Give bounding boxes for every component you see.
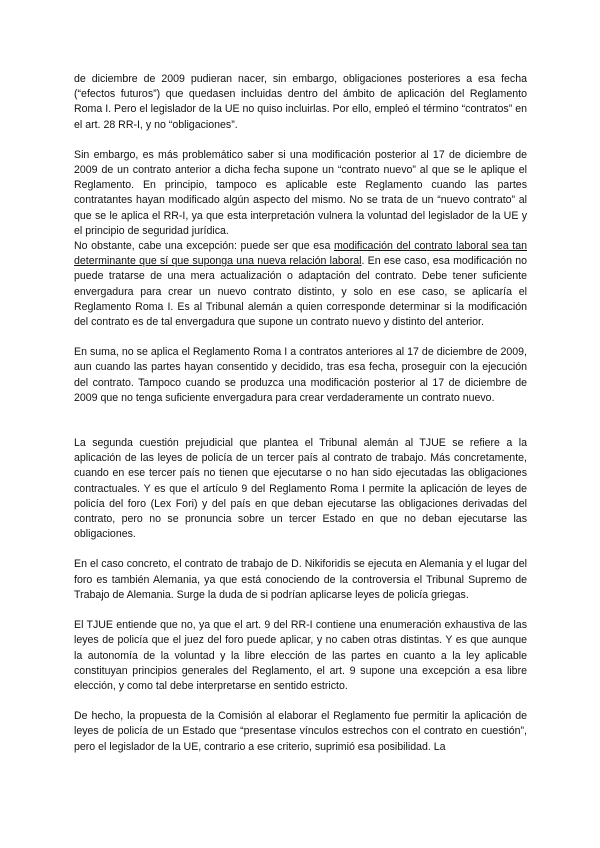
bold-phrase: aplicación de las leyes de policía de un tercer país al contrato de trabajo bbox=[74, 452, 424, 465]
paragraph-5 bbox=[74, 436, 527, 542]
paragraph-3-rest: . En ese caso, esa modificación no puede tratarse de una mera actualización o adaptación del contrato. Debe tener suficiente envergadura para crear un nuevo contrato distinto, y solo en ese caso, se aplicaría el Reglamento Roma I. Es al Tribunal alemán a quien corresponde determinar si la modificación del contrato es de tal envergadura que supone un contrato nuevo y distinto del anterior. bbox=[74, 255, 527, 329]
paragraph-3 bbox=[74, 239, 527, 330]
underlined-phrase: modificación del contrato laboral sea tan determinante que sí que suponga una nueva relación laboral bbox=[74, 240, 527, 268]
paragraph-4: En suma, no se aplica el Reglamento Roma I a contratos anteriores al 17 de diciembre de 2009, aun cuando las partes hayan consentido y decidido, tras esa fecha, proseguir con la ejecución del contrato. Tampoco cuando se produzca una modificación posterior al 17 de diciembre de 2009 que no tenga suficiente envergadura para crear verdaderamente un contrato nuevo. bbox=[74, 346, 527, 404]
paragraph-5-lead: La segunda cuestión prejudicial que plantea el Tribunal alemán al TJUE se refiere a la bbox=[74, 437, 527, 450]
paragraph-2: Sin embargo, es más problemático saber si una modificación posterior al 17 de diciembre de 2009 de un contrato anterior a dicha fecha supone un “contrato nuevo” al que se le aplique el Reglamento. En principio, tampoco es aplicable este Reglamento cuando las partes contratantes hayan modificado algún aspecto del mismo. No se trata de un “nuevo contrato” al que se le aplica el RR-I, ya que esta interpretación vulnera la voluntad del legislador de la UE y el principio de seguridad jurídica. bbox=[74, 148, 527, 237]
paragraph-5-rest: . Más concretamente, cuando en ese tercer país no tienen que ejecutarse o no han sido ejecutadas las obligaciones contractuales. Y es que el artículo 9 del Reglamento Roma I permite la aplicación de leyes de policía del foro (Lex Fori) y del país en que deban ejecutarse las obligaciones derivadas del contrato, pero no se pronuncia sobre un tercer Estado en que no deban ejecutarse las obligaciones. bbox=[74, 452, 527, 541]
paragraph-1: de diciembre de 2009 pudieran nacer, sin embargo, obligaciones posteriores a esa fecha (“efectos futuros”) que quedasen incluidas dentro del ámbito de aplicación del Reglamento Roma I. Pero el legislador de la UE no quiso incluirlas. Por ello, empleó el término “contratos” en el art. 28 RR-I, y no “obligaciones”. bbox=[74, 73, 527, 131]
paragraph-7: El TJUE entiende que no, ya que el art. 9 del RR-I contiene una enumeración exhaustiva de las leyes de policía que el juez del foro puede aplicar, y no caben otras distintas. Y es que aunque la autonomía de la voluntad y la libre elección de las partes en cuanto a la ley aplicable constituyan principios generales del Reglamento, el art. 9 supone una excepción a esa libre elección, y como tal debe interpretarse en sentido estricto. bbox=[74, 619, 527, 692]
paragraph-8: De hecho, la propuesta de la Comisión al elaborar el Reglamento fue permitir la aplicación de leyes de policía de un Estado que “presentase vínculos estrechos con el contrato en cuestión”, pero el legislador de la UE, contrario a ese criterio, suprimió esa posibilidad. La bbox=[74, 710, 527, 753]
paragraph-3-lead: No obstante, cabe una excepción: puede ser que esa bbox=[74, 240, 334, 253]
paragraph-6: En el caso concreto, el contrato de trabajo de D. Nikiforidis se ejecuta en Alemania y el lugar del foro es también Alemania, ya que está conociendo de la controversia el Tribunal Supremo de Trabajo de Alemania. Surge la duda de si podrían aplicarse leyes de policía griegas. bbox=[74, 558, 527, 601]
